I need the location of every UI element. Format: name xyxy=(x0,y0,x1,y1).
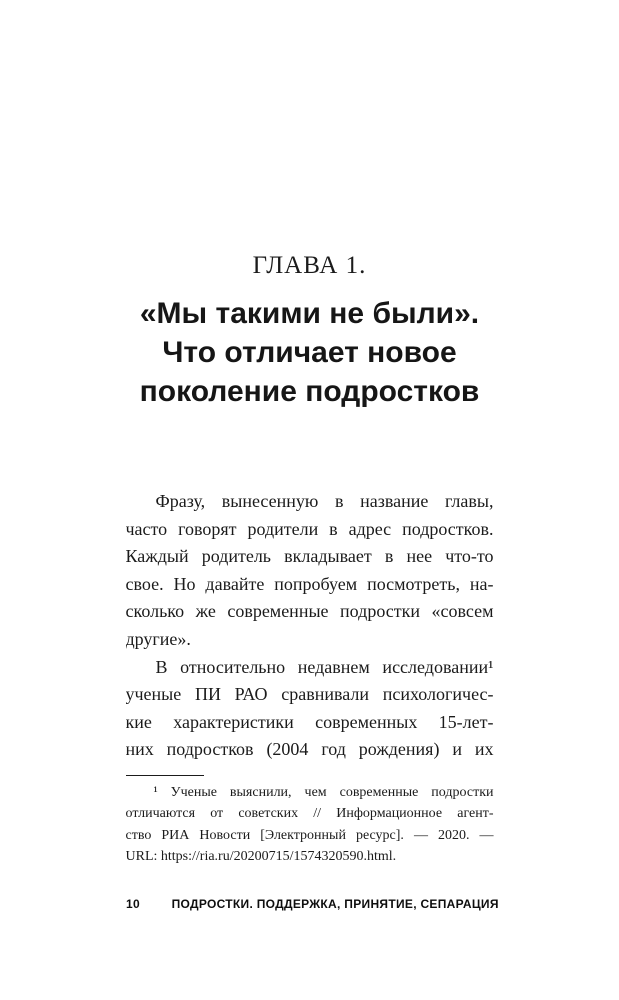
chapter-title xyxy=(126,294,494,411)
footnote-line: отличаются от советских // Информационное агент- xyxy=(125,806,494,822)
title-line: Что отличает новое xyxy=(162,336,457,369)
title-line: поколение подростков xyxy=(139,375,480,408)
text-line: них подростков (2004 год рождения) и их xyxy=(125,739,494,760)
running-title: ПОДРОСТКИ. ПОДДЕРЖКА, ПРИНЯТИЕ, СЕПАРАЦИЯ xyxy=(171,897,499,911)
text-line: другие». xyxy=(125,628,191,649)
page-footer xyxy=(126,897,499,911)
footnote-line: ство РИА Новости [Электронный ресурс]. — 2020. — xyxy=(125,827,494,843)
text-block xyxy=(126,0,494,868)
text-line: свое. Но давайте попробуем посмотреть, на- xyxy=(125,573,494,594)
text-line: сколько же современные подростки «совсем xyxy=(125,601,494,622)
body-text xyxy=(126,488,494,764)
footnote-line: URL: https://ria.ru/20200715/1574320590.html. xyxy=(125,849,397,865)
footnote-rule xyxy=(126,775,204,776)
page-number: 10 xyxy=(126,897,140,911)
paragraph xyxy=(126,654,494,764)
paragraph xyxy=(126,488,494,654)
text-line: кие характеристики современных 15-лет- xyxy=(125,711,494,732)
footnote-line: ¹ Ученые выяснили, чем современные подростки xyxy=(153,784,494,800)
chapter-heading: ГЛАВА 1. xyxy=(252,252,367,279)
text-line: В относительно недавнем исследовании¹ xyxy=(155,656,494,677)
text-line: Фразу, вынесенную в название главы, xyxy=(155,491,494,511)
text-line: часто говорят родители в адрес подростков. xyxy=(125,518,494,539)
title-line: «Мы такими не были». xyxy=(139,297,480,330)
footnote xyxy=(126,775,494,868)
text-line: ученые ПИ РАО сравнивали психологичес- xyxy=(125,684,494,705)
text-line: Каждый родитель вкладывает в нее что-то xyxy=(125,546,494,567)
